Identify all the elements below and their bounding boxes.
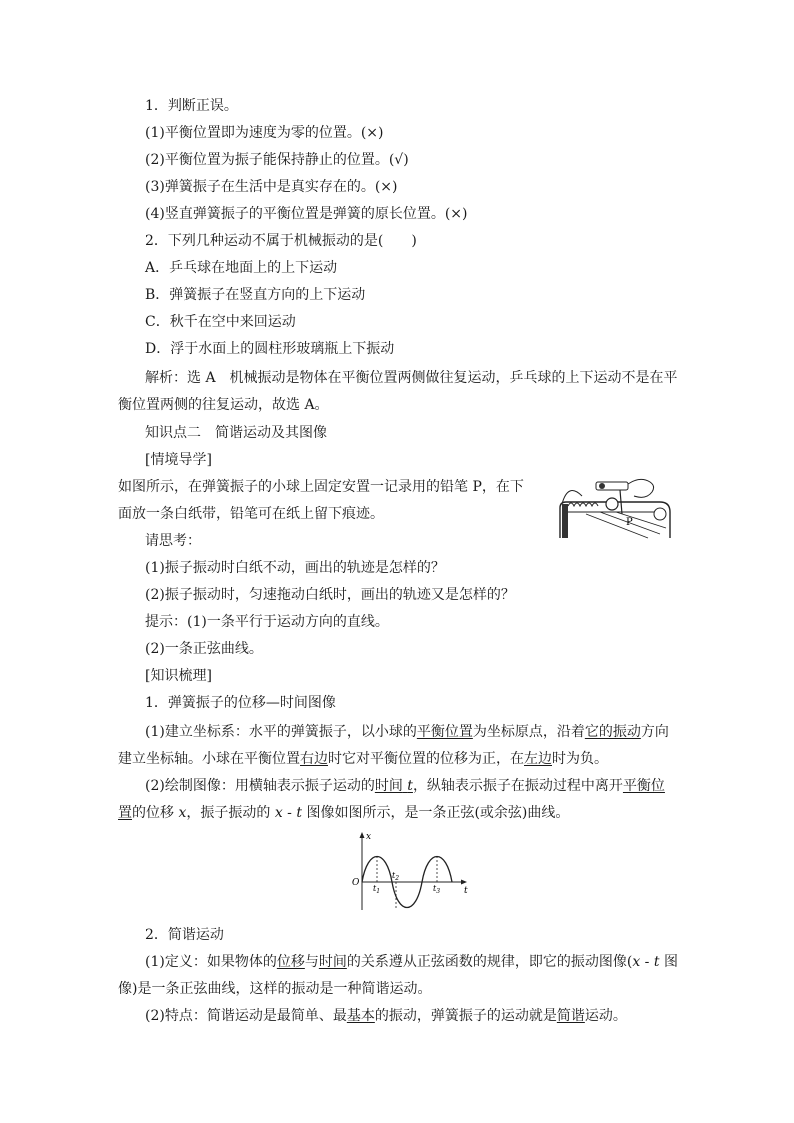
blank-its-vibration: 它的振动	[584, 724, 641, 740]
k1-heading: 1．弹簧振子的位移—时间图像	[145, 695, 336, 711]
hand	[628, 479, 654, 497]
q2-option-b: B．弹簧振子在竖直方向的上下运动	[145, 287, 366, 303]
x-axis-arrow	[461, 880, 467, 885]
y-axis-arrow	[360, 832, 365, 838]
hint-2: (2)一条正弦曲线。	[145, 641, 263, 657]
q2-option-d: D．浮于水面上的圆柱形玻璃瓶上下振动	[145, 341, 395, 357]
k2-heading: 2．简谐运动	[145, 927, 224, 943]
ball	[606, 498, 618, 510]
blank-balance-position: 平衡位置	[416, 724, 473, 740]
k1-p1-line-1: (1)建立坐标系：水平的弹簧振子，以小球的平衡位置为坐标原点，沿着它的振动方向	[145, 724, 669, 740]
k1-p2-line-1: (2)绘制图像：用横轴表示振子运动的时间 t，纵轴表示振子在振动过程中离开平衡位	[145, 778, 665, 794]
q1-item-4: (4)竖直弹簧振子的平衡位置是弹簧的原长位置。(×)	[145, 206, 468, 222]
k2-definition-line-2: 像)是一条正弦曲线，这样的振动是一种简谐运动。	[118, 981, 432, 997]
q2-option-c: C．秋千在空中来回运动	[145, 314, 296, 330]
origin-label: O	[352, 878, 360, 888]
knowledge-tag: [知识梳理]	[145, 668, 212, 684]
k2-feature-line: (2)特点：简谐运动是最简单、最基本的振动，弹簧振子的运动就是简谐运动。	[145, 1008, 627, 1024]
blank-simple-harmonic: 简谐	[556, 1008, 585, 1024]
blank-displacement: 位移	[276, 954, 305, 970]
pen-knob	[599, 483, 605, 489]
roller	[654, 508, 666, 520]
k1-p1-line-2: 建立坐标轴。小球在平衡位置右边时它对平衡位置的位移为正，在左边时为负。	[118, 751, 608, 767]
scenario-line-1: 如图所示，在弹簧振子的小球上固定安置一记录用的铅笔 P，在下	[118, 479, 524, 495]
section-title: 知识点二 简谐运动及其图像	[145, 425, 327, 441]
xt-sine-graph	[346, 828, 476, 914]
pen-label-p: P	[626, 517, 633, 528]
q1-item-3: (3)弹簧振子在生活中是真实存在的。(×)	[145, 179, 398, 195]
spring-pen-figure	[556, 468, 676, 540]
scenario-tag: [情境导学]	[145, 452, 212, 468]
blank-balance-position-2b: 置	[118, 805, 132, 821]
t3-label: $t_3$	[433, 884, 441, 895]
think-question-2: (2)振子振动时，匀速拖动白纸时，画出的轨迹又是怎样的？	[145, 587, 515, 603]
think-prompt: 请思考：	[145, 533, 201, 549]
k2-definition-line-1: (1)定义：如果物体的位移与时间的关系遵从正弦函数的规律，即它的振动图像(x - t 图	[145, 954, 678, 970]
q1-item-2: (2)平衡位置为振子能保持静止的位置。(√)	[145, 152, 409, 168]
scenario-line-2: 面放一条白纸带，铅笔可在纸上留下痕迹。	[118, 506, 384, 522]
q2-analysis-line-1: 解析：选 A 机械振动是物体在平衡位置两侧做往复运动，乒乓球的上下运动不是在平	[145, 370, 678, 386]
k1-p2-line-2: 置的位移 x，振子振动的 x - t 图像如图所示，是一条正弦(或余弦)曲线。	[118, 805, 570, 821]
t2-label: $t_2$	[392, 871, 400, 882]
left-support	[562, 504, 568, 538]
blank-right-side: 右边	[300, 751, 328, 767]
x-axis-label: t	[464, 886, 468, 896]
hint-1: 提示：(1)一条平行于运动方向的直线。	[145, 614, 389, 630]
blank-time: 时间 t	[374, 778, 413, 794]
t1-label: $t_1$	[373, 884, 381, 895]
spring	[568, 503, 598, 506]
y-axis-label: x	[366, 832, 372, 842]
blank-balance-position-2a: 平衡位	[622, 778, 665, 794]
question-1-heading: 1．判断正误。	[145, 98, 238, 114]
think-question-1: (1)振子振动时白纸不动，画出的轨迹是怎样的？	[145, 560, 445, 576]
q2-option-a: A．乒乓球在地面上的上下运动	[145, 260, 338, 276]
blank-left-side: 左边	[524, 751, 552, 767]
blank-basic: 基本	[346, 1008, 375, 1024]
q1-item-1: (1)平衡位置即为速度为零的位置。(×)	[145, 125, 384, 141]
blank-time-2: 时间	[318, 954, 347, 970]
question-2-heading: 2．下列几种运动不属于机械振动的是( )	[145, 233, 417, 249]
q2-analysis-line-2: 衡位置两侧的往复运动，故选 A。	[118, 397, 329, 413]
